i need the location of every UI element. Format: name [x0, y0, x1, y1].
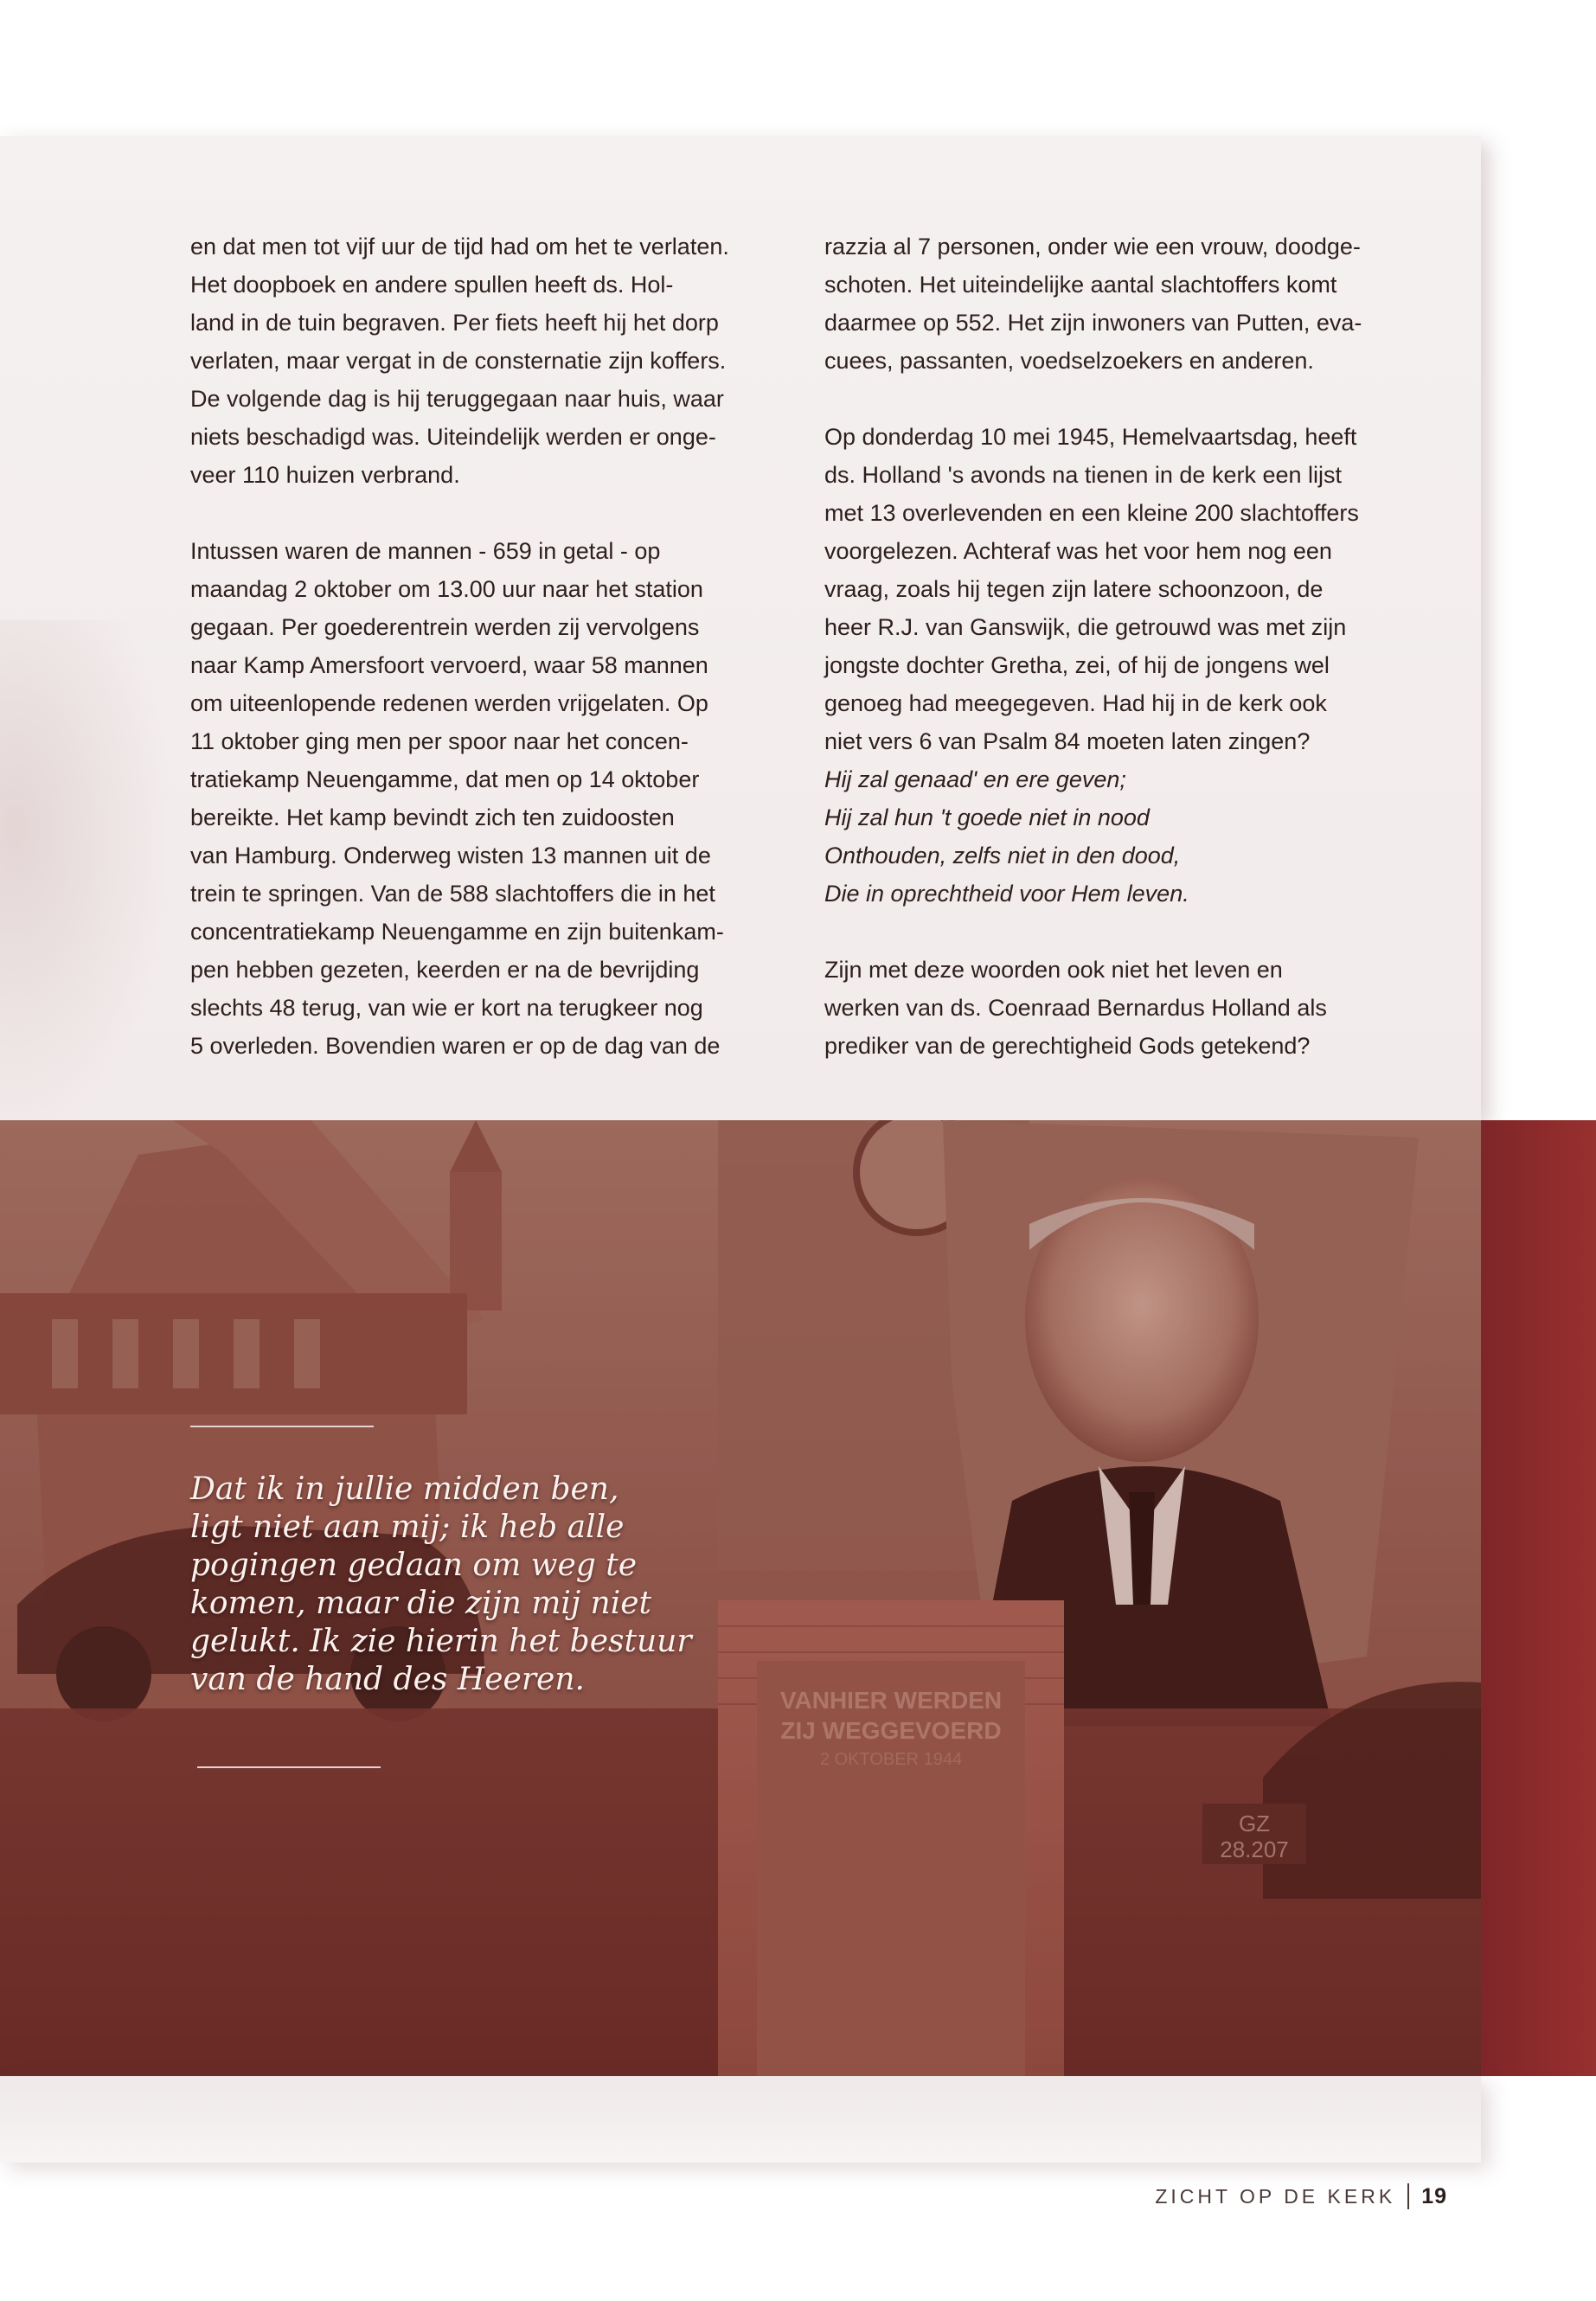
text-line: cuees, passanten, voedselzoekers en anderen.: [824, 348, 1314, 374]
article-column-left: [190, 228, 787, 1065]
text-line: schoten. Het uiteindelijke aantal slachtoffers komt: [824, 272, 1337, 298]
quote-line: Dat ik in jullie midden ben,: [190, 1471, 619, 1507]
text-line: ds. Holland 's avonds na tienen in de kerk een lijst: [824, 462, 1343, 488]
text-line: jongste dochter Gretha, zei, of hij de jongens wel: [824, 652, 1330, 678]
text-line: Intussen waren de mannen - 659 in getal - op: [190, 538, 661, 564]
psalm-line: Onthouden, zelfs niet in den dood,: [824, 843, 1181, 868]
text-line: prediker van de gerechtigheid Gods getekend?: [824, 1033, 1311, 1059]
text-line: land in de tuin begraven. Per fiets heeft hij het dorp: [190, 310, 719, 336]
quote-top-rule: [190, 1426, 374, 1427]
text-line: Op donderdag 10 mei 1945, Hemelvaartsdag, heeft: [824, 424, 1357, 450]
text-line: voorgelezen. Achteraf was het voor hem nog een: [824, 538, 1332, 564]
text-line: werken van ds. Coenraad Bernardus Holland als: [824, 995, 1327, 1021]
quote-line: pogingen gedaan om weg te: [190, 1548, 638, 1583]
text-line: razzia al 7 personen, onder wie een vrouw, doodge-: [824, 234, 1361, 260]
plate-text-2: 28.207: [1220, 1836, 1289, 1862]
text-line: heer R.J. van Ganswijk, die getrouwd was met zijn: [824, 614, 1347, 640]
article-column-right: [824, 228, 1421, 1065]
faded-background-photo: [0, 620, 173, 1120]
memorial-line-2: ZIJ WEGGEVOERD: [780, 1717, 1002, 1744]
plate-text-1: GZ: [1238, 1811, 1271, 1836]
memorial-line-1: VANHIER WERDEN: [779, 1687, 1003, 1714]
text-line: vraag, zoals hij tegen zijn latere schoonzoon, de: [824, 576, 1324, 602]
text-line: concentratiekamp Neuengamme en zijn buitenkam-: [190, 919, 724, 945]
text-line: niets beschadigd was. Uiteindelijk werden er onge-: [190, 424, 716, 450]
text-line: van Hamburg. Onderweg wisten 13 mannen uit de: [190, 843, 711, 868]
accent-red-strip: [1481, 1120, 1596, 2076]
text-line: Zijn met deze woorden ook niet het leven en: [824, 957, 1283, 983]
quote-line: van de hand des Heeren.: [190, 1662, 585, 1697]
text-line: genoeg had meegegeven. Had hij in de kerk ook: [824, 690, 1327, 716]
text-line: bereikte. Het kamp bevindt zich ten zuidoosten: [190, 804, 675, 830]
quote-bottom-rule: [197, 1766, 381, 1768]
psalm-line: Hij zal genaad' en ere geven;: [824, 766, 1126, 792]
text-line: gegaan. Per goederentrein werden zij vervolgens: [190, 614, 700, 640]
text-line: pen hebben gezeten, keerden er na de bevrijding: [190, 957, 700, 983]
text-line: veer 110 huizen verbrand.: [190, 462, 460, 488]
text-line: met 13 overlevenden en een kleine 200 slachtoffers: [824, 500, 1359, 526]
text-line: De volgende dag is hij teruggegaan naar huis, waar: [190, 386, 724, 412]
text-line: verlaten, maar vergat in de consternatie zijn koffers.: [190, 348, 727, 374]
text-line: Het doopboek en andere spullen heeft ds. Hol-: [190, 272, 674, 298]
text-line: en dat men tot vijf uur de tijd had om het te verlaten.: [190, 234, 729, 260]
magazine-name: ZICHT OP DE KERK: [1155, 2184, 1396, 2208]
quote-line: gelukt. Ik zie hierin het bestuur: [190, 1624, 692, 1659]
memorial-line-3: 2 OKTOBER 1944: [819, 1750, 963, 1769]
pull-quote: [190, 1471, 692, 1699]
text-line: trein te springen. Van de 588 slachtoffers die in het: [190, 881, 715, 907]
text-line: tratiekamp Neuengamme, dat men op 14 oktober: [190, 766, 700, 792]
page-footer: [1155, 2183, 1447, 2209]
footer-separator: [1407, 2183, 1409, 2209]
text-line: slechts 48 terug, van wie er kort na terugkeer nog: [190, 995, 703, 1021]
text-line: 11 oktober ging men per spoor naar het concen-: [190, 728, 689, 754]
text-line: naar Kamp Amersfoort vervoerd, waar 58 mannen: [190, 652, 708, 678]
text-line: 5 overleden. Bovendien waren er op de dag van de: [190, 1033, 721, 1059]
quote-line: komen, maar die zijn mij niet: [190, 1586, 652, 1621]
bottom-shadow-panel: [0, 2076, 1481, 2163]
page-number: 19: [1421, 2183, 1447, 2208]
text-line: maandag 2 oktober om 13.00 uur naar het station: [190, 576, 703, 602]
text-line: niet vers 6 van Psalm 84 moeten laten zingen?: [824, 728, 1311, 754]
text-line: om uiteenlopende redenen werden vrijgelaten. Op: [190, 690, 708, 716]
quote-line: ligt niet aan mij; ik heb alle: [190, 1509, 625, 1545]
psalm-line: Die in oprechtheid voor Hem leven.: [824, 881, 1189, 907]
psalm-line: Hij zal hun 't goede niet in nood: [824, 804, 1150, 830]
text-line: daarmee op 552. Het zijn inwoners van Putten, eva-: [824, 310, 1362, 336]
